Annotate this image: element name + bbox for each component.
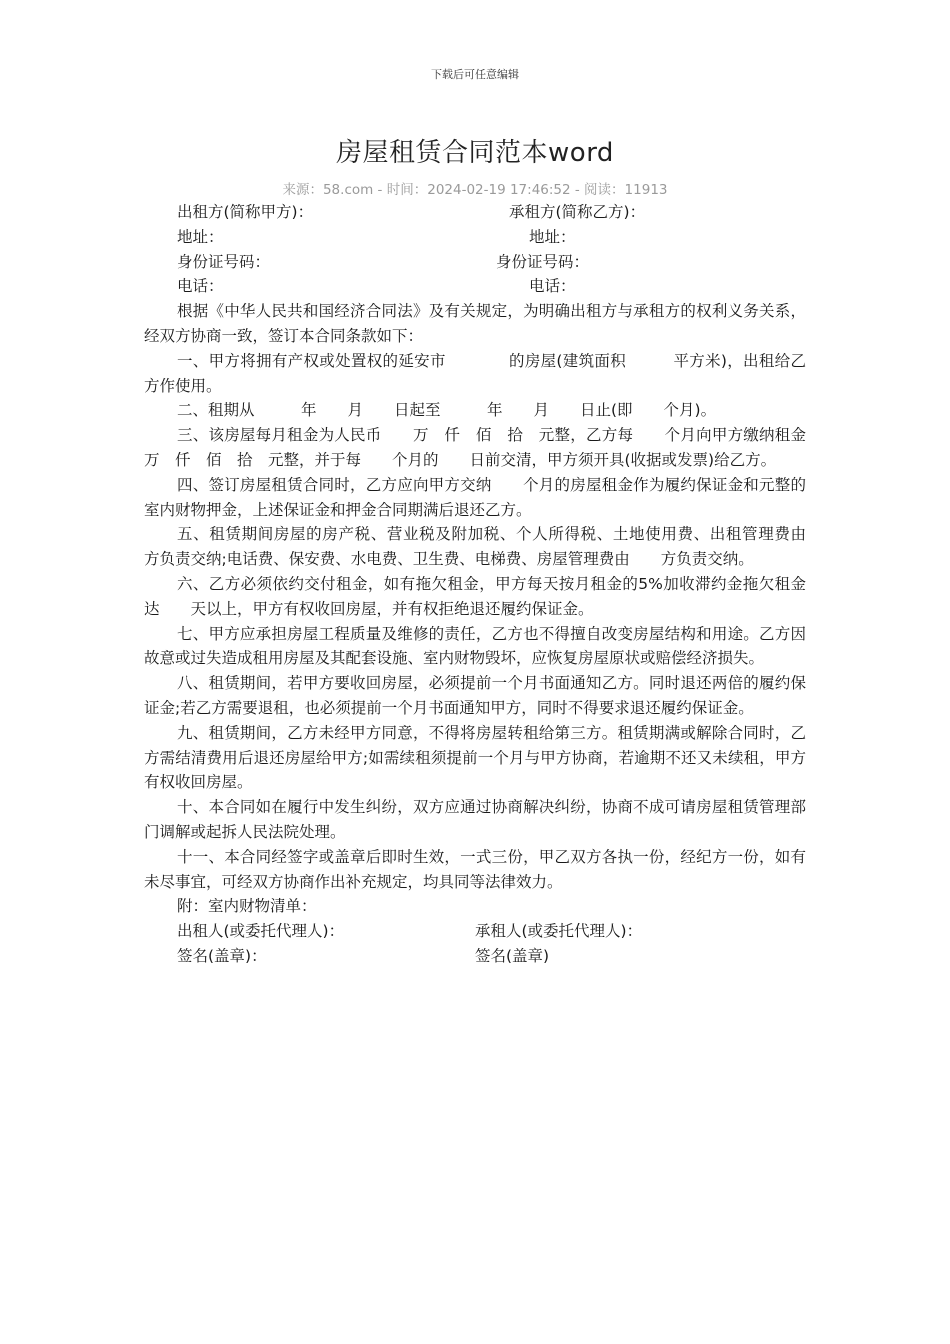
signature-sign-row (144, 944, 806, 969)
lessor-label: 出租方(简称甲方)： (177, 203, 314, 221)
lessor-agent-label: 出租人(或委托代理人)： (177, 922, 345, 941)
lessor-sign-label: 签名(盖章)： (177, 946, 267, 965)
lessor-phone-label: 电话： (177, 277, 224, 296)
clause-10: 十、本合同如在履行中发生纠纷，双方应通过协商解决纠纷，协商不成可请房屋租赁管理部门调解或起拆人民法院处理。 (144, 798, 806, 841)
party-row (144, 200, 806, 225)
clause-11: 十一、本合同经签字或盖章后即时生效，一式三份，甲乙双方各执一份，经纪方一份，如有未尽事宜，可经双方协商作出补充规定，均具同等法律效力。 (144, 847, 806, 891)
signature-agent-row (144, 919, 806, 944)
preamble-paragraph: 根据《中华人民共和国经济合同法》及有关规定，为明确出租方与承租方的权利义务关系，经双方协商一致，签订本合同条款如下： (144, 302, 806, 345)
document-title: 房屋租赁合同范本word (336, 138, 614, 168)
lessor-id-label: 身份证号码： (177, 252, 271, 271)
lessee-phone-label: 电话： (529, 277, 576, 296)
appendix-line: 附：室内财物清单： (177, 897, 317, 916)
lessee-agent-label: 承租人(或委托代理人)： (475, 922, 643, 941)
source-meta: 来源：58.com - 时间：2024-02-19 17:46:52 - 阅读：11913 (282, 182, 668, 198)
clause-7: 七、甲方应承担房屋工程质量及维修的责任，乙方也不得擅自改变房屋结构和用途。乙方因故意或过失造成租用房屋及其配套设施、室内财物毁坏，应恢复房屋原状或赔偿经济损失。 (144, 624, 806, 668)
lessee-label: 承租方(简称乙方)： (509, 203, 646, 221)
lessee-id-label: 身份证号码： (496, 252, 590, 271)
clause-4: 四、签订房屋租赁合同时，乙方应向甲方交纳 个月的房屋租金作为履约保证金和元整的室内财物押金，上述保证金和押金合同期满后退还乙方。 (144, 475, 806, 519)
clause-6: 六、乙方必须依约交付租金，如有拖欠租金，甲方每天按月租金的5%加收滞约金拖欠租金达 天以上，甲方有权收回房屋，并有权拒绝退还履约保证金。 (144, 574, 806, 618)
lessor-address-label: 地址： (177, 227, 224, 246)
id-row (144, 250, 806, 275)
clause-5: 五、租赁期间房屋的房产税、营业税及附加税、个人所得税、土地使用费、出租管理费由 方负责交纳;电话费、保安费、水电费、卫生费、电梯费、房屋管理费由 方负责交纳。 (144, 525, 838, 569)
clause-3: 三、该房屋每月租金为人民币 万 仟 佰 拾 元整，乙方每 个月向甲方缴纳租金 万 仟 佰 拾 元整，并于每 个月的 日前交清，甲方须开具(收据或发票)给乙方。 (144, 426, 838, 469)
download-note: 下载后可任意编辑 (431, 68, 519, 81)
lessee-sign-label: 签名(盖章) (475, 946, 550, 965)
lessee-address-label: 地址： (529, 227, 576, 246)
clause-8: 八、租赁期间，若甲方要收回房屋，必须提前一个月书面通知乙方。同时退还两倍的履约保证金;若乙方需要退租，也必须提前一个月书面通知甲方，同时不得要求退还履约保证金。 (144, 674, 806, 717)
address-row (144, 225, 806, 250)
clause-2: 二、租期从 年 月 日起至 年 月 日止(即 个月)。 (177, 401, 717, 420)
phone-row (144, 274, 806, 299)
clause-1: 一、甲方将拥有产权或处置权的延安市 的房屋(建筑面积 平方米)，出租给乙方作使用。 (144, 351, 806, 395)
clause-9: 九、租赁期间，乙方未经甲方同意，不得将房屋转租给第三方。租赁期满或解除合同时，乙方需结清费用后退还房屋给甲方;如需续租须提前一个月与甲方协商，若逾期不还又未续租，甲方有权收回房屋。 (144, 723, 806, 792)
contract-body (144, 200, 838, 969)
